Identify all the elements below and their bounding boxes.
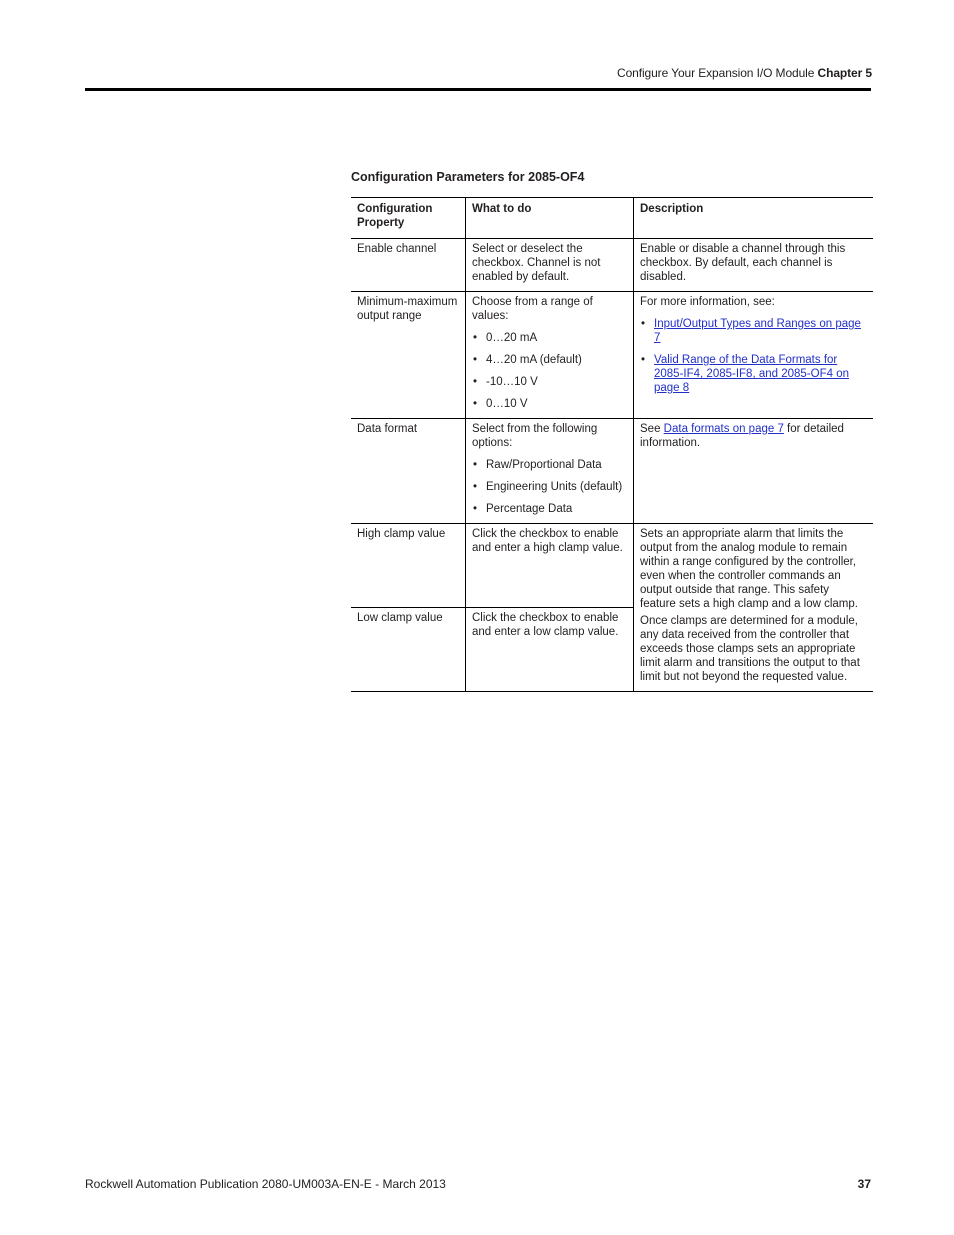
- col-header-description: Description: [640, 203, 704, 215]
- header-rule: [85, 88, 871, 91]
- desc-clamp: [634, 524, 874, 692]
- list-item: • Engineering Units (default): [472, 480, 627, 494]
- table-row: [351, 292, 873, 419]
- link-valid-range-data-formats[interactable]: Valid Range of the Data Formats for 2085-IF4, 2085-IF8, and 2085-OF4 on page 8: [654, 354, 849, 394]
- what-output-range-text: Choose from a range of values:: [472, 296, 593, 322]
- range-links-list: [640, 317, 867, 395]
- what-output-range: [466, 292, 634, 419]
- col-header-what: What to do: [466, 198, 634, 239]
- what-high-clamp: Click the checkbox to enable and enter a high clamp value.: [466, 524, 634, 608]
- property-data-format: Data format: [351, 419, 466, 524]
- desc-output-range: [634, 292, 874, 419]
- table-row: [351, 239, 873, 292]
- desc-data-format: [634, 419, 874, 524]
- format-options-list: [472, 458, 627, 516]
- desc-clamp-para-2: Once clamps are determined for a module, any data received from the controller that exceeds those clamps sets an appropriate limit alarm and transitions the output to that limit but not beyond the requested value.: [640, 615, 860, 683]
- what-low-clamp: Click the checkbox to enable and enter a low clamp value.: [466, 608, 634, 692]
- what-data-format: [466, 419, 634, 524]
- desc-enable-channel: Enable or disable a channel through this checkbox. By default, each channel is disabled.: [640, 243, 846, 283]
- desc-output-range-text: For more information, see:: [640, 296, 775, 308]
- property-output-range: Minimum-maximum output range: [351, 292, 466, 419]
- list-item: • -10…10 V: [472, 375, 627, 389]
- desc-clamp-para-1: Sets an appropriate alarm that limits the output from the analog module to remain within a range configured by the controller, even when the controller commands an output outside that range. This safety feature sets a high clamp and a low clamp.: [640, 528, 858, 610]
- list-item: • Percentage Data: [472, 502, 627, 516]
- table-title: Configuration Parameters for 2085-OF4: [351, 170, 585, 184]
- desc-data-format-suffix: for detailed information.: [640, 423, 844, 449]
- list-item: [640, 353, 867, 395]
- config-parameters-table: [351, 197, 873, 692]
- list-item: • 0…10 V: [472, 397, 627, 411]
- property-enable-channel: Enable channel: [351, 239, 466, 292]
- what-enable-channel: Select or deselect the checkbox. Channel is not enabled by default.: [466, 239, 634, 292]
- property-high-clamp: High clamp value: [351, 524, 466, 608]
- table-row: [351, 524, 873, 608]
- list-item: • Raw/Proportional Data: [472, 458, 627, 472]
- table-row: [351, 419, 873, 524]
- header-chapter: Chapter 5: [817, 66, 872, 80]
- list-item: • 4…20 mA (default): [472, 353, 627, 367]
- col-header-property: Configuration Property: [351, 198, 466, 239]
- page-number: 37: [857, 1177, 871, 1191]
- link-io-types-ranges[interactable]: Input/Output Types and Ranges on page 7: [654, 318, 861, 344]
- property-low-clamp: Low clamp value: [351, 608, 466, 692]
- running-header: [617, 66, 872, 80]
- desc-data-format-prefix: See: [640, 423, 664, 435]
- range-options-list: [472, 331, 627, 411]
- list-item: • 0…20 mA: [472, 331, 627, 345]
- what-data-format-text: Select from the following options:: [472, 423, 598, 449]
- link-data-formats[interactable]: Data formats on page 7: [663, 423, 784, 435]
- table-header-row: [351, 198, 873, 239]
- list-item: [640, 317, 867, 345]
- header-section: Configure Your Expansion I/O Module: [617, 66, 815, 80]
- footer-publication: Rockwell Automation Publication 2080-UM003A-EN-E - March 2013: [85, 1177, 446, 1191]
